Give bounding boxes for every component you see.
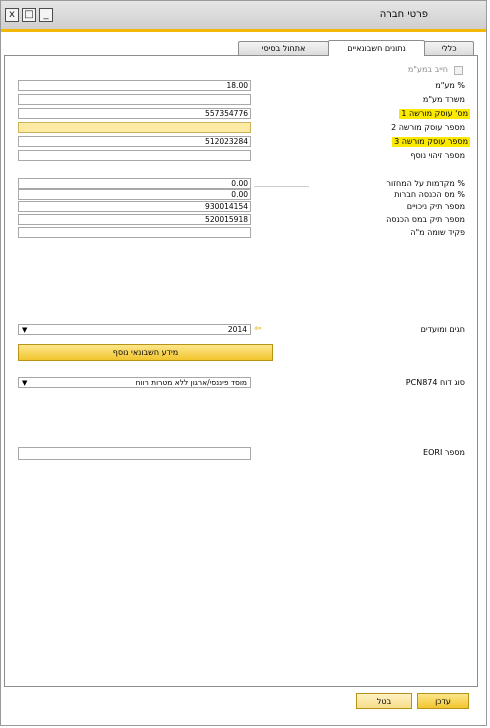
dropdown-arrow-icon: ▼ (22, 379, 28, 387)
extra-accounting-info-button[interactable]: מידע חשבונאי נוסף (18, 344, 273, 361)
holidays-value: 2014 (227, 325, 247, 334)
vat-office-field[interactable] (18, 94, 251, 105)
eori-field[interactable] (18, 447, 251, 460)
minimize-button[interactable]: _ (39, 8, 53, 22)
maximize-button[interactable]: □ (22, 8, 36, 22)
additional-id-field[interactable] (18, 150, 251, 161)
window-title: פרטי חברה (379, 9, 428, 20)
close-button[interactable]: x (5, 8, 19, 22)
vat-percent-field[interactable]: 18.00 (18, 80, 251, 91)
link-arrow-icon[interactable]: ⇦ (254, 324, 262, 334)
vat-liable-label: חייב במע"מ (407, 65, 448, 74)
update-button[interactable]: עדכן (417, 693, 469, 709)
income-tax-file-field[interactable]: 520015918 (18, 214, 251, 225)
deductions-file-field[interactable]: 930014154 (18, 201, 251, 212)
tab-accounting-data[interactable]: נתונים חשבונאיים (328, 40, 425, 56)
eori-label: מספר EORI (423, 448, 465, 457)
pcn874-dropdown[interactable] (18, 377, 251, 388)
assessing-officer-field[interactable] (18, 227, 251, 238)
dropdown-arrow-icon: ▼ (22, 326, 28, 334)
vat-percent-label: % מע"מ (435, 81, 465, 90)
licensed-dealer-1-field[interactable]: 557354776 (18, 108, 251, 119)
holidays-dropdown[interactable] (18, 324, 251, 335)
licensed-dealer-3-field[interactable]: 512023284 (18, 136, 251, 147)
tab-basic-initialization[interactable]: אתחול בסיסי (238, 41, 329, 55)
licensed-dealer-3-label: מספר עוסק מורשה 3 (394, 137, 468, 146)
corporate-tax-label: % מס הכנסה חברות (394, 190, 465, 199)
cancel-button[interactable]: בטל (356, 693, 412, 709)
vat-liable-checkbox[interactable] (454, 66, 463, 75)
deductions-file-label: מספר תיק ניכויים (406, 202, 465, 211)
licensed-dealer-1-label: מס' עוסק מורשה 1 (401, 109, 468, 118)
licensed-dealer-2-field[interactable] (18, 122, 251, 133)
corporate-tax-field[interactable]: 0.00 (18, 189, 251, 200)
separator (254, 186, 309, 187)
additional-id-label: מספר זיהוי נוסף (410, 151, 465, 160)
assessing-officer-label: פקיד שומה מ"ה (410, 228, 465, 237)
income-tax-file-label: מספר תיק במס הכנסה (386, 215, 465, 224)
licensed-dealer-2-label: מספר עוסק מורשה 2 (391, 123, 465, 132)
vat-office-label: משרד מע"מ (422, 95, 465, 104)
turnover-advances-label: % מקדמות על המחזור (386, 179, 465, 188)
pcn874-value: מוסד פיננסי/ארגון ללא מטרות רווח (135, 378, 247, 387)
tab-general[interactable]: כללי (424, 41, 474, 55)
turnover-advances-field[interactable]: 0.00 (18, 178, 251, 189)
holidays-label: חגים ומועדים (420, 325, 465, 334)
pcn874-label: סוג דוח PCN874 (405, 378, 465, 387)
